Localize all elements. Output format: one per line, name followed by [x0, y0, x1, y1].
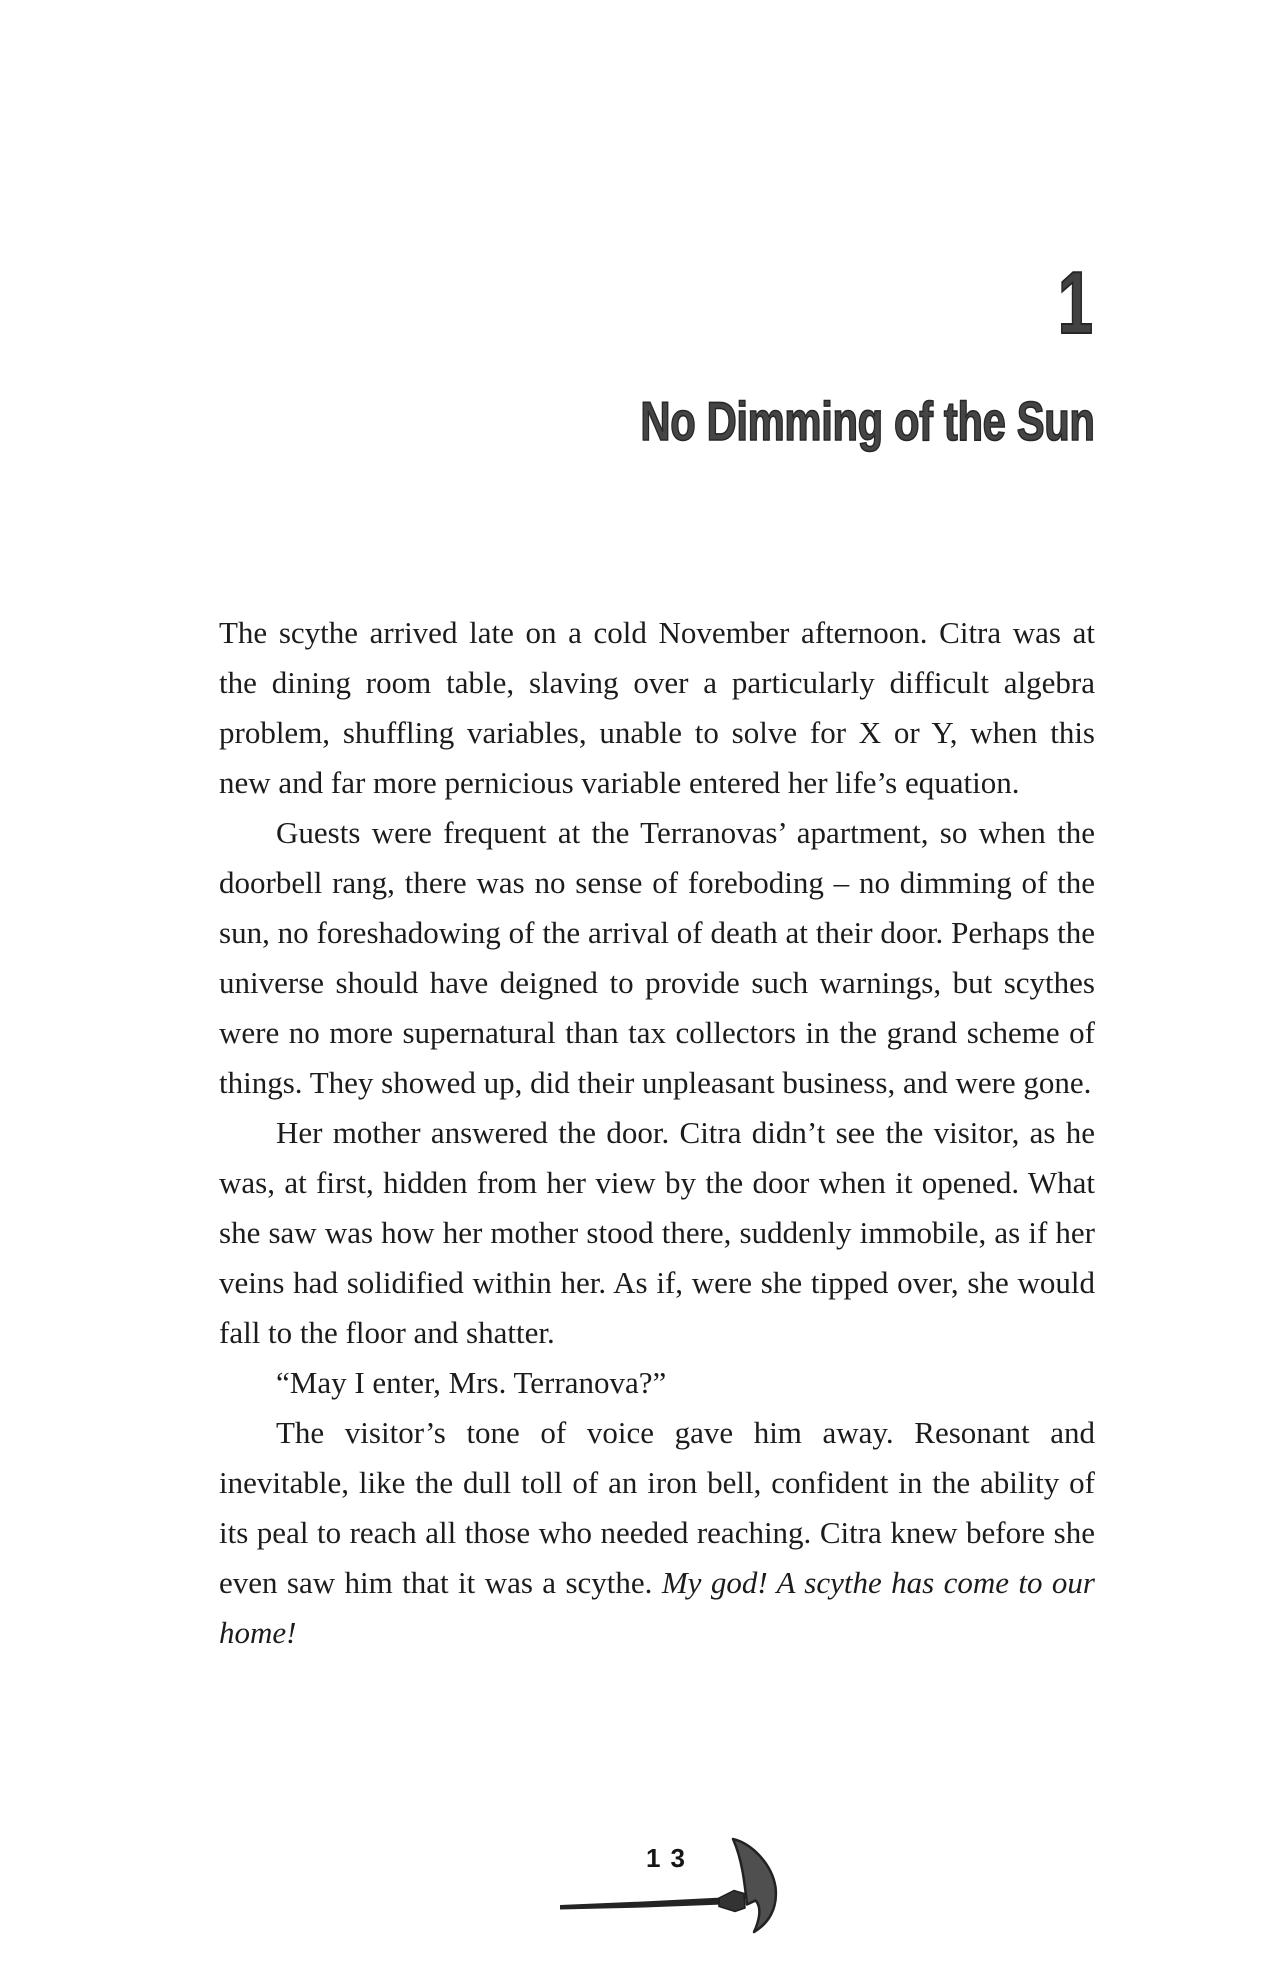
- paragraph-italic-text: My god! A scythe has come to our home!: [219, 1565, 1095, 1650]
- paragraph: Her mother answered the door. Citra didn’t see the visitor, as he was, at first, hidden from her view by the door when it opened. What she saw was how her mother stood there, suddenly immobile, as if her veins had solidified within her. As if, were she tipped over, she would fall to the floor and shatter.: [219, 1115, 1095, 1350]
- paragraph: [219, 1408, 1095, 1658]
- paragraph: Guests were frequent at the Terranovas’ apartment, so when the doorbell rang, there was no sense of foreboding – no dimming of the sun, no foreshadowing of the arrival of death at their door. Perhaps the universe should have deigned to provide such warnings, but scythes were no more supernatural than tax collectors in the grand scheme of things. They showed up, did their unpleasant business, and were gone.: [219, 815, 1095, 1100]
- scythe-handle: [560, 1898, 723, 1910]
- page-number: 13: [646, 1843, 695, 1873]
- scythe-icon: [548, 1828, 788, 1938]
- scythe-blade: [733, 1839, 776, 1932]
- scythe-ferrule: [719, 1891, 745, 1912]
- paragraph-text: The visitor’s tone of voice gave him away. Resonant and inevitable, like the dull toll of an iron bell, confident in the ability of its peal to reach all those who needed reaching. Citra knew before she even saw him that it was a scythe.: [219, 1415, 1095, 1600]
- chapter-number: 1: [1057, 253, 1093, 352]
- paragraph: “May I enter, Mrs. Terranova?”: [276, 1365, 667, 1400]
- paragraph: The scythe arrived late on a cold November afternoon. Citra was at the dining room table, slaving over a particularly difficult algebra problem, shuffling variables, unable to solve for X or Y, when this new and far more pernicious variable entered her life’s equation.: [219, 615, 1095, 800]
- chapter-title: No Dimming of the Sun: [640, 390, 1095, 452]
- body-text: [219, 608, 1095, 1658]
